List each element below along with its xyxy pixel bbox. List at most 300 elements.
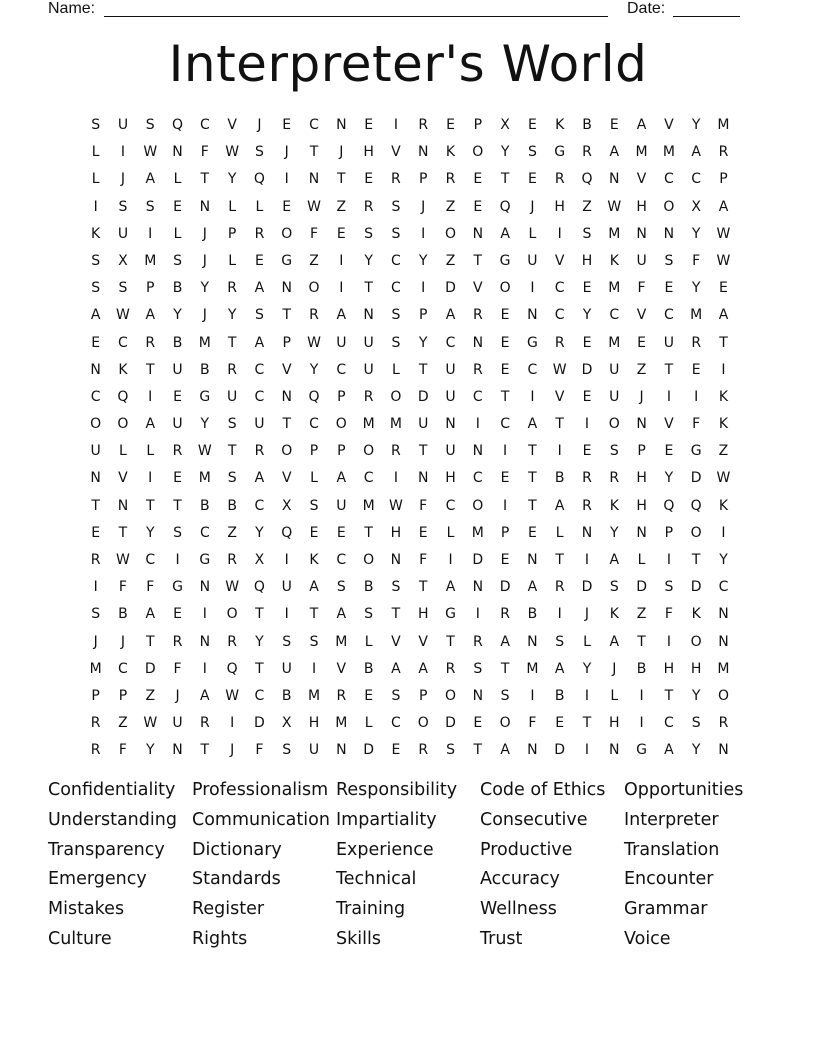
grid-letter[interactable]: N (718, 633, 729, 650)
grid-letter[interactable]: N (718, 742, 729, 759)
grid-letter[interactable]: T (664, 687, 674, 704)
grid-letter[interactable]: R (90, 552, 101, 568)
grid-letter[interactable]: L (228, 198, 237, 215)
grid-letter[interactable]: C (391, 280, 401, 297)
grid-letter[interactable]: V (554, 252, 565, 269)
grid-letter[interactable]: A (145, 416, 156, 433)
grid-letter[interactable]: T (719, 334, 728, 351)
grid-letter[interactable]: Y (500, 144, 510, 161)
grid-letter[interactable]: L (392, 361, 400, 378)
grid-letter[interactable]: J (257, 117, 262, 133)
grid-letter[interactable]: V (554, 388, 565, 405)
grid-letter[interactable]: A (145, 606, 156, 623)
grid-letter[interactable]: I (148, 470, 153, 487)
grid-letter[interactable]: N (472, 579, 484, 596)
grid-letter[interactable]: U (445, 361, 456, 378)
grid-letter[interactable]: I (284, 552, 289, 568)
grid-letter[interactable]: N (636, 524, 647, 541)
grid-letter[interactable]: M (608, 280, 621, 297)
grid-letter[interactable]: H (636, 198, 647, 215)
grid-letter[interactable]: A (90, 307, 101, 324)
grid-letter[interactable]: E (527, 117, 537, 133)
grid-letter[interactable]: N (527, 552, 538, 568)
grid-letter[interactable]: R (418, 117, 429, 133)
grid-letter[interactable]: J (421, 198, 426, 215)
grid-letter[interactable]: C (118, 660, 128, 677)
grid-letter[interactable]: L (446, 524, 455, 541)
grid-letter[interactable]: L (119, 443, 127, 460)
grid-letter[interactable]: O (390, 388, 402, 405)
grid-letter[interactable]: H (363, 144, 374, 161)
grid-letter[interactable]: E (473, 198, 483, 215)
grid-letter[interactable]: L (583, 633, 591, 650)
grid-letter[interactable]: C (309, 416, 319, 433)
grid-letter[interactable]: R (418, 742, 429, 759)
grid-letter[interactable]: M (662, 144, 675, 161)
grid-letter[interactable]: T (145, 497, 155, 514)
grid-letter[interactable]: N (718, 606, 729, 623)
grid-letter[interactable]: N (281, 280, 292, 297)
grid-letter[interactable]: G (281, 252, 293, 269)
grid-letter[interactable]: K (718, 497, 729, 514)
grid-letter[interactable]: U (336, 497, 347, 514)
grid-letter[interactable]: V (227, 117, 237, 133)
grid-letter[interactable]: W (197, 443, 212, 460)
grid-letter[interactable]: A (527, 416, 538, 433)
grid-letter[interactable]: X (118, 252, 128, 269)
grid-letter[interactable]: T (337, 171, 346, 188)
grid-letter[interactable]: U (90, 443, 101, 460)
grid-letter[interactable]: M (690, 307, 703, 324)
grid-letter[interactable]: R (254, 443, 265, 460)
grid-letter[interactable]: I (503, 443, 508, 460)
grid-letter[interactable]: R (472, 633, 483, 650)
grid-letter[interactable]: S (500, 687, 510, 704)
grid-letter[interactable]: O (472, 497, 484, 514)
grid-letter[interactable]: I (694, 388, 699, 405)
grid-letter[interactable]: T (418, 443, 428, 460)
grid-letter[interactable]: X (500, 117, 510, 133)
grid-letter[interactable]: R (554, 334, 565, 351)
grid-letter[interactable]: G (199, 552, 211, 568)
grid-letter[interactable]: I (503, 497, 508, 514)
grid-letter[interactable]: P (227, 225, 237, 242)
grid-letter[interactable]: U (609, 388, 620, 405)
grid-letter[interactable]: M (198, 334, 211, 351)
grid-letter[interactable]: E (418, 524, 428, 541)
grid-letter[interactable]: A (336, 307, 347, 324)
grid-letter[interactable]: O (417, 715, 429, 732)
grid-letter[interactable]: O (717, 687, 729, 704)
grid-letter[interactable]: R (172, 443, 183, 460)
grid-letter[interactable]: P (418, 687, 428, 704)
grid-letter[interactable]: W (716, 252, 731, 269)
grid-letter[interactable]: A (200, 687, 210, 704)
grid-letter[interactable]: L (364, 633, 373, 650)
grid-letter[interactable]: J (284, 144, 289, 161)
grid-letter[interactable]: R (472, 361, 483, 378)
grid-letter[interactable]: Z (636, 361, 647, 378)
grid-letter[interactable]: S (254, 307, 264, 324)
grid-letter[interactable]: C (199, 524, 210, 541)
grid-letter[interactable]: I (475, 606, 480, 623)
grid-letter[interactable]: I (639, 687, 644, 704)
grid-letter[interactable]: P (309, 443, 319, 460)
grid-letter[interactable]: T (473, 252, 483, 269)
grid-letter[interactable]: W (716, 225, 731, 242)
grid-letter[interactable]: I (557, 443, 562, 460)
grid-letter[interactable]: B (227, 497, 237, 514)
grid-letter[interactable]: N (199, 198, 211, 215)
grid-letter[interactable]: N (472, 225, 484, 242)
grid-letter[interactable]: X (254, 552, 265, 568)
grid-letter[interactable]: D (445, 280, 456, 297)
grid-letter[interactable]: I (421, 225, 426, 242)
grid-letter[interactable]: A (636, 117, 647, 133)
grid-letter[interactable]: I (393, 117, 398, 133)
grid-letter[interactable]: R (445, 171, 456, 188)
grid-letter[interactable]: S (173, 524, 182, 541)
grid-letter[interactable]: E (173, 388, 182, 405)
grid-letter[interactable]: H (390, 524, 402, 541)
grid-letter[interactable]: R (500, 606, 510, 623)
grid-letter[interactable]: C (718, 579, 729, 596)
grid-letter[interactable]: E (500, 361, 510, 378)
grid-letter[interactable]: B (200, 361, 210, 378)
grid-letter[interactable]: T (664, 361, 674, 378)
grid-letter[interactable]: M (144, 252, 157, 269)
grid-letter[interactable]: N (609, 742, 620, 759)
grid-letter[interactable]: W (388, 497, 403, 514)
grid-letter[interactable]: R (554, 171, 565, 188)
grid-letter[interactable]: C (391, 252, 401, 269)
grid-letter[interactable]: H (609, 715, 620, 732)
grid-letter[interactable]: E (527, 171, 537, 188)
grid-letter[interactable]: Q (499, 198, 511, 215)
grid-letter[interactable]: R (582, 470, 592, 487)
grid-letter[interactable]: M (389, 416, 402, 433)
grid-letter[interactable]: Y (691, 687, 701, 704)
grid-letter[interactable]: S (391, 198, 401, 215)
grid-letter[interactable]: F (309, 225, 319, 242)
grid-letter[interactable]: Y (719, 552, 728, 568)
grid-letter[interactable]: S (282, 742, 292, 759)
grid-letter[interactable]: E (500, 334, 510, 351)
grid-letter[interactable]: A (254, 470, 265, 487)
grid-letter[interactable]: U (445, 443, 456, 460)
grid-letter[interactable]: O (308, 280, 320, 297)
grid-letter[interactable]: M (335, 633, 348, 650)
grid-letter[interactable]: B (527, 606, 538, 623)
grid-letter[interactable]: S (391, 687, 401, 704)
grid-letter[interactable]: C (609, 307, 620, 324)
grid-letter[interactable]: Y (309, 361, 319, 378)
grid-letter[interactable]: U (636, 252, 647, 269)
grid-letter[interactable]: C (663, 307, 674, 324)
grid-letter[interactable]: B (172, 280, 183, 297)
grid-letter[interactable]: Y (664, 470, 674, 487)
grid-letter[interactable]: I (284, 171, 289, 188)
grid-letter[interactable]: S (609, 579, 619, 596)
grid-letter[interactable]: O (690, 633, 702, 650)
grid-letter[interactable]: I (530, 280, 535, 297)
grid-letter[interactable]: Y (610, 524, 619, 541)
grid-letter[interactable]: A (609, 552, 620, 568)
grid-letter[interactable]: A (445, 307, 456, 324)
grid-letter[interactable]: Q (172, 117, 184, 133)
grid-letter[interactable]: C (254, 497, 265, 514)
grid-letter[interactable]: S (254, 144, 264, 161)
grid-letter[interactable]: U (172, 416, 183, 433)
grid-letter[interactable]: R (445, 660, 456, 677)
grid-letter[interactable]: A (718, 198, 729, 215)
grid-letter[interactable]: H (581, 252, 593, 269)
grid-letter[interactable]: U (172, 361, 183, 378)
grid-letter[interactable]: S (391, 579, 401, 596)
grid-letter[interactable]: S (118, 198, 128, 215)
grid-letter[interactable]: Q (281, 524, 293, 541)
grid-letter[interactable]: A (391, 660, 401, 677)
grid-letter[interactable]: O (226, 606, 238, 623)
grid-letter[interactable]: G (199, 388, 211, 405)
grid-letter[interactable]: U (336, 334, 347, 351)
grid-letter[interactable]: P (282, 334, 291, 351)
grid-letter[interactable]: J (584, 606, 590, 623)
grid-letter[interactable]: F (637, 280, 646, 297)
grid-letter[interactable]: R (227, 633, 237, 650)
grid-letter[interactable]: A (554, 497, 565, 514)
grid-letter[interactable]: H (308, 715, 320, 732)
grid-letter[interactable]: C (554, 280, 565, 297)
grid-letter[interactable]: Y (691, 280, 701, 297)
grid-letter[interactable]: W (307, 198, 321, 215)
grid-letter[interactable]: E (364, 171, 374, 188)
grid-letter[interactable]: Z (145, 687, 156, 704)
grid-letter[interactable]: C (145, 552, 156, 568)
grid-letter[interactable]: E (637, 334, 647, 351)
grid-letter[interactable]: T (555, 416, 564, 433)
grid-letter[interactable]: S (391, 225, 401, 242)
grid-letter[interactable]: T (528, 497, 537, 514)
grid-letter[interactable]: W (716, 470, 731, 487)
grid-letter[interactable]: T (418, 361, 428, 378)
grid-letter[interactable]: T (473, 742, 483, 759)
grid-letter[interactable]: D (254, 715, 265, 732)
grid-letter[interactable]: Y (200, 416, 210, 433)
grid-letter[interactable]: S (91, 280, 101, 297)
grid-letter[interactable]: I (421, 280, 426, 297)
grid-letter[interactable]: T (446, 633, 455, 650)
grid-letter[interactable]: Y (145, 524, 155, 541)
grid-letter[interactable]: Z (445, 252, 456, 269)
grid-letter[interactable]: H (554, 198, 565, 215)
grid-letter[interactable]: N (636, 225, 647, 242)
grid-letter[interactable]: O (444, 687, 457, 704)
grid-letter[interactable]: E (255, 252, 264, 269)
grid-letter[interactable]: U (281, 660, 292, 677)
grid-letter[interactable]: I (721, 524, 726, 541)
grid-letter[interactable]: A (609, 633, 620, 650)
grid-letter[interactable]: E (336, 524, 346, 541)
grid-letter[interactable]: L (610, 687, 619, 704)
grid-letter[interactable]: C (118, 334, 128, 351)
grid-letter[interactable]: G (445, 606, 456, 623)
grid-letter[interactable]: N (417, 470, 429, 487)
grid-letter[interactable]: O (117, 416, 129, 433)
grid-letter[interactable]: B (554, 470, 565, 487)
grid-letter[interactable]: E (582, 280, 592, 297)
grid-letter[interactable]: O (472, 144, 484, 161)
grid-letter[interactable]: S (691, 715, 701, 732)
grid-letter[interactable]: M (717, 117, 730, 133)
grid-letter[interactable]: Y (418, 252, 428, 269)
grid-letter[interactable]: Y (173, 307, 182, 324)
grid-letter[interactable]: I (721, 361, 726, 378)
grid-letter[interactable]: N (417, 144, 429, 161)
grid-letter[interactable]: Q (253, 579, 265, 596)
grid-letter[interactable]: P (337, 388, 346, 405)
grid-letter[interactable]: A (500, 742, 510, 759)
grid-letter[interactable]: R (90, 742, 101, 759)
grid-letter[interactable]: E (719, 280, 728, 297)
grid-letter[interactable]: A (554, 660, 565, 677)
grid-letter[interactable]: S (527, 144, 537, 161)
grid-letter[interactable]: M (307, 687, 321, 704)
grid-letter[interactable]: D (554, 742, 566, 759)
grid-letter[interactable]: R (554, 579, 565, 596)
grid-letter[interactable]: J (339, 144, 344, 161)
grid-letter[interactable]: W (116, 552, 130, 568)
grid-letter[interactable]: J (612, 660, 617, 677)
grid-letter[interactable]: G (554, 144, 566, 161)
grid-letter[interactable]: P (473, 117, 483, 133)
grid-letter[interactable]: V (636, 171, 647, 188)
grid-letter[interactable]: T (145, 361, 155, 378)
grid-letter[interactable]: C (445, 334, 456, 351)
grid-letter[interactable]: R (199, 715, 210, 732)
grid-letter[interactable]: P (418, 307, 428, 324)
grid-letter[interactable]: T (200, 742, 210, 759)
grid-letter[interactable]: B (554, 687, 565, 704)
grid-letter[interactable]: E (282, 198, 292, 215)
grid-letter[interactable]: S (446, 742, 455, 759)
grid-letter[interactable]: M (635, 144, 648, 161)
grid-letter[interactable]: E (473, 171, 483, 188)
grid-letter[interactable]: T (282, 416, 291, 433)
grid-letter[interactable]: E (91, 334, 101, 351)
grid-letter[interactable]: T (282, 307, 291, 324)
grid-letter[interactable]: V (473, 280, 483, 297)
grid-letter[interactable]: C (691, 171, 702, 188)
grid-letter[interactable]: C (472, 388, 483, 405)
grid-letter[interactable]: F (692, 416, 701, 433)
grid-letter[interactable]: K (91, 225, 101, 242)
grid-letter[interactable]: J (93, 633, 98, 650)
grid-letter[interactable]: E (391, 742, 401, 759)
grid-letter[interactable]: M (608, 334, 621, 351)
grid-letter[interactable]: F (419, 552, 428, 568)
grid-letter[interactable]: T (528, 443, 537, 460)
grid-letter[interactable]: N (308, 171, 320, 188)
grid-letter[interactable]: Y (145, 742, 155, 759)
grid-letter[interactable]: C (554, 307, 565, 324)
grid-letter[interactable]: A (336, 606, 347, 623)
grid-letter[interactable]: Z (309, 252, 319, 269)
grid-letter[interactable]: C (663, 715, 674, 732)
grid-letter[interactable]: E (582, 388, 592, 405)
grid-letter[interactable]: I (666, 552, 671, 568)
grid-letter[interactable]: R (363, 388, 374, 405)
grid-letter[interactable]: N (172, 742, 183, 759)
grid-letter[interactable]: N (90, 361, 101, 378)
grid-letter[interactable]: V (118, 470, 128, 487)
grid-letter[interactable]: I (148, 388, 153, 405)
grid-letter[interactable]: O (663, 198, 675, 215)
grid-letter[interactable]: C (199, 117, 210, 133)
grid-letter[interactable]: L (91, 171, 100, 188)
grid-letter[interactable]: E (664, 280, 674, 297)
grid-letter[interactable]: P (118, 687, 128, 704)
grid-letter[interactable]: E (555, 715, 565, 732)
grid-letter[interactable]: V (391, 144, 401, 161)
grid-letter[interactable]: A (500, 225, 510, 242)
grid-letter[interactable]: R (309, 307, 319, 324)
grid-letter[interactable]: U (363, 361, 374, 378)
grid-letter[interactable]: W (143, 144, 158, 161)
grid-letter[interactable]: S (391, 334, 401, 351)
grid-letter[interactable]: E (282, 117, 292, 133)
grid-letter[interactable]: N (527, 633, 538, 650)
grid-letter[interactable]: Y (418, 334, 428, 351)
grid-letter[interactable]: S (664, 252, 674, 269)
grid-letter[interactable]: Y (227, 171, 237, 188)
grid-letter[interactable]: S (364, 225, 374, 242)
grid-letter[interactable]: R (609, 470, 620, 487)
grid-letter[interactable]: I (284, 606, 289, 623)
grid-letter[interactable]: T (255, 606, 264, 623)
grid-letter[interactable]: E (364, 687, 374, 704)
grid-letter[interactable]: Z (636, 606, 647, 623)
grid-letter[interactable]: B (281, 687, 292, 704)
grid-letter[interactable]: N (663, 225, 675, 242)
grid-letter[interactable]: A (309, 579, 319, 596)
grid-letter[interactable]: V (336, 660, 347, 677)
grid-letter[interactable]: N (199, 633, 211, 650)
grid-letter[interactable]: A (691, 144, 701, 161)
grid-letter[interactable]: R (391, 171, 401, 188)
grid-letter[interactable]: A (145, 171, 156, 188)
grid-letter[interactable]: S (336, 579, 346, 596)
grid-letter[interactable]: G (636, 742, 648, 759)
grid-letter[interactable]: Y (582, 660, 592, 677)
grid-letter[interactable]: C (391, 715, 401, 732)
grid-letter[interactable]: T (173, 497, 182, 514)
grid-letter[interactable]: U (445, 388, 456, 405)
grid-letter[interactable]: S (391, 307, 401, 324)
grid-letter[interactable]: O (363, 443, 375, 460)
grid-letter[interactable]: R (391, 443, 401, 460)
grid-letter[interactable]: Y (691, 225, 701, 242)
grid-letter[interactable]: I (202, 606, 207, 623)
grid-letter[interactable]: H (690, 660, 702, 677)
grid-letter[interactable]: Q (226, 660, 238, 677)
grid-letter[interactable]: Q (690, 497, 702, 514)
grid-letter[interactable]: S (473, 660, 483, 677)
grid-letter[interactable]: W (143, 715, 158, 732)
grid-letter[interactable]: Y (691, 117, 701, 133)
grid-letter[interactable]: M (362, 416, 375, 433)
grid-letter[interactable]: S (173, 252, 182, 269)
